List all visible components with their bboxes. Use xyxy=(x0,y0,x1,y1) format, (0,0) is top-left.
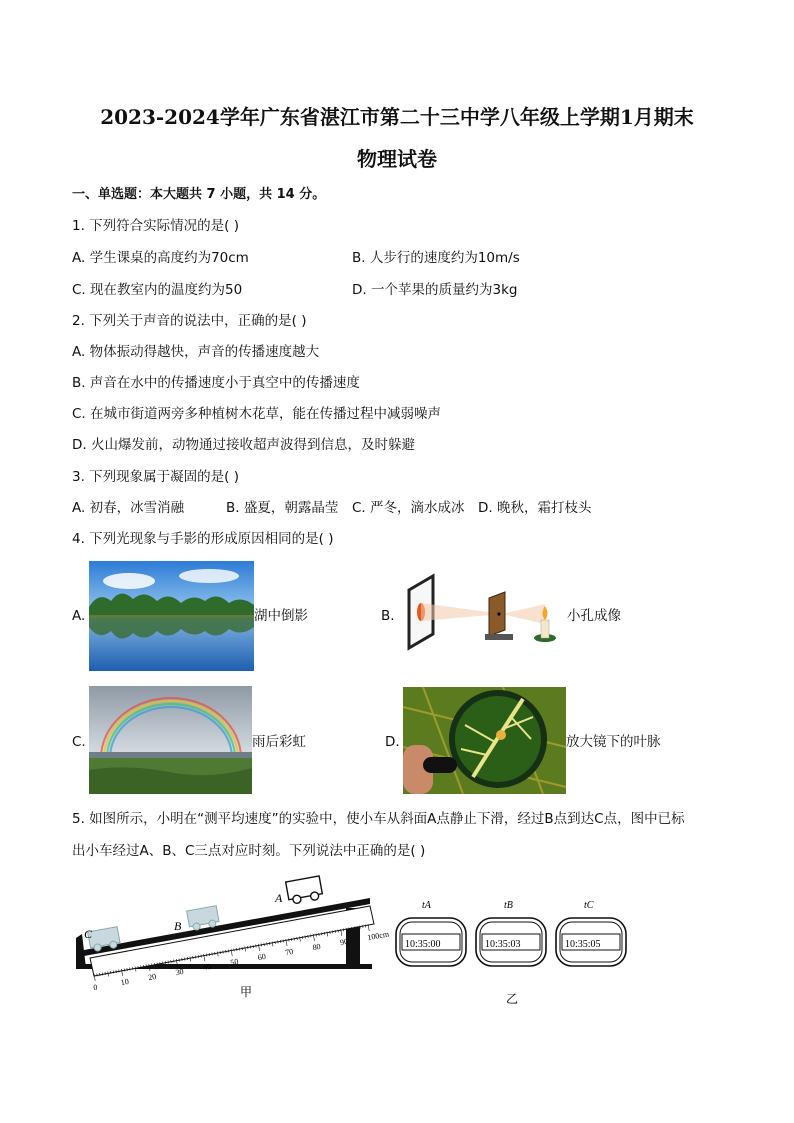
lake-reflection-image xyxy=(89,561,254,671)
q2-option-c: C. 在城市街道两旁多种植树木花草，能在传播过程中减弱噪声 xyxy=(72,406,442,422)
clock-c-label: tC xyxy=(584,900,594,911)
figure-left-caption: 甲 xyxy=(240,985,253,999)
ruler-label: 60 xyxy=(257,951,267,963)
magnifier-leaf-image xyxy=(403,687,566,794)
ruler-label: 20 xyxy=(147,971,157,983)
ruler-label: 50 xyxy=(229,956,240,968)
point-a-label: A xyxy=(275,891,283,905)
q3-option-c: C. 严冬，滴水成冰 xyxy=(352,500,465,516)
q1-stem: 1. 下列符合实际情况的是( ) xyxy=(72,218,239,234)
ruler-label: 40 xyxy=(202,961,212,973)
clock-a-label: tA xyxy=(422,900,431,911)
clock-a xyxy=(396,900,466,966)
q2-option-a: A. 物体振动得越快，声音的传播速度越大 xyxy=(72,344,320,360)
q4-option-d-letter: D. xyxy=(385,734,400,750)
clock-a-time: 10:35:00 xyxy=(405,939,441,950)
pinhole-imaging-image xyxy=(405,572,565,652)
q1-option-c: C. 现在教室内的温度约为50 xyxy=(72,282,243,298)
ruler-label: 30 xyxy=(174,966,185,978)
q3-stem: 3. 下列现象属于凝固的是( ) xyxy=(72,469,239,485)
clocks-figure xyxy=(392,892,632,1008)
ruler-label: 90 xyxy=(339,936,349,948)
q2-option-d: D. 火山爆发前，动物通过接收超声波得到信息，及时躲避 xyxy=(72,437,415,453)
q2-stem: 2. 下列关于声音的说法中，正确的是( ) xyxy=(72,313,307,329)
clock-c xyxy=(556,900,626,966)
q4-option-b-text: 小孔成像 xyxy=(567,608,621,624)
incline-ruler-svg xyxy=(72,868,390,999)
q1-option-d: D. 一个苹果的质量约为3kg xyxy=(352,282,518,298)
q4-option-c-text: 雨后彩虹 xyxy=(252,734,306,750)
exam-title-line2: 物理试卷 xyxy=(357,147,437,171)
ruler-label: 100cm xyxy=(366,929,390,943)
q4-option-b-letter: B. xyxy=(381,608,395,624)
q3-option-b: B. 盛夏，朝露晶莹 xyxy=(226,500,339,516)
q5-stem-line1: 5. 如图所示，小明在“测平均速度”的实验中，使小车从斜面A点静止下滑，经过B点到达C点，图中已标 xyxy=(72,811,685,827)
q2-option-b: B. 声音在水中的传播速度小于真空中的传播速度 xyxy=(72,375,360,391)
ruler-label: 70 xyxy=(284,946,294,958)
q1-option-b: B. 人步行的速度约为10m/s xyxy=(352,250,520,266)
q5-stem-line2: 出小车经过A、B、C三点对应时刻。下列说法中正确的是( ) xyxy=(72,843,426,859)
point-b-label: B xyxy=(174,919,182,933)
q4-option-d-text: 放大镜下的叶脉 xyxy=(566,734,661,750)
clock-c-time: 10:35:05 xyxy=(565,939,601,950)
q4-option-a-text: 湖中倒影 xyxy=(254,608,308,624)
clock-b-label: tB xyxy=(504,900,513,911)
clock-b-time: 10:35:03 xyxy=(485,939,521,950)
ruler-label: 0 xyxy=(92,982,99,993)
incline-ruler-figure xyxy=(72,868,390,999)
q4-option-c-letter: C. xyxy=(72,734,86,750)
q4-stem: 4. 下列光现象与手影的形成原因相同的是( ) xyxy=(72,531,334,547)
q1-option-a: A. 学生课桌的高度约为70cm xyxy=(72,250,249,266)
car-at-a xyxy=(286,876,324,905)
q3-option-d: D. 晚秋，霜打枝头 xyxy=(478,500,592,516)
q4-option-a-letter: A. xyxy=(72,608,86,624)
clock-b xyxy=(476,900,546,966)
point-c-label: C xyxy=(84,927,93,941)
ruler-label: 10 xyxy=(120,976,130,988)
section-heading: 一、单选题：本大题共 7 小题，共 14 分。 xyxy=(72,187,326,202)
rainbow-image xyxy=(89,686,252,794)
figure-right-caption: 乙 xyxy=(506,992,519,1006)
q3-option-a: A. 初春，冰雪消融 xyxy=(72,500,185,516)
ruler-label: 80 xyxy=(311,941,322,953)
exam-title-line1: 2023-2024学年广东省湛江市第二十三中学八年级上学期1月期末 xyxy=(100,105,694,129)
